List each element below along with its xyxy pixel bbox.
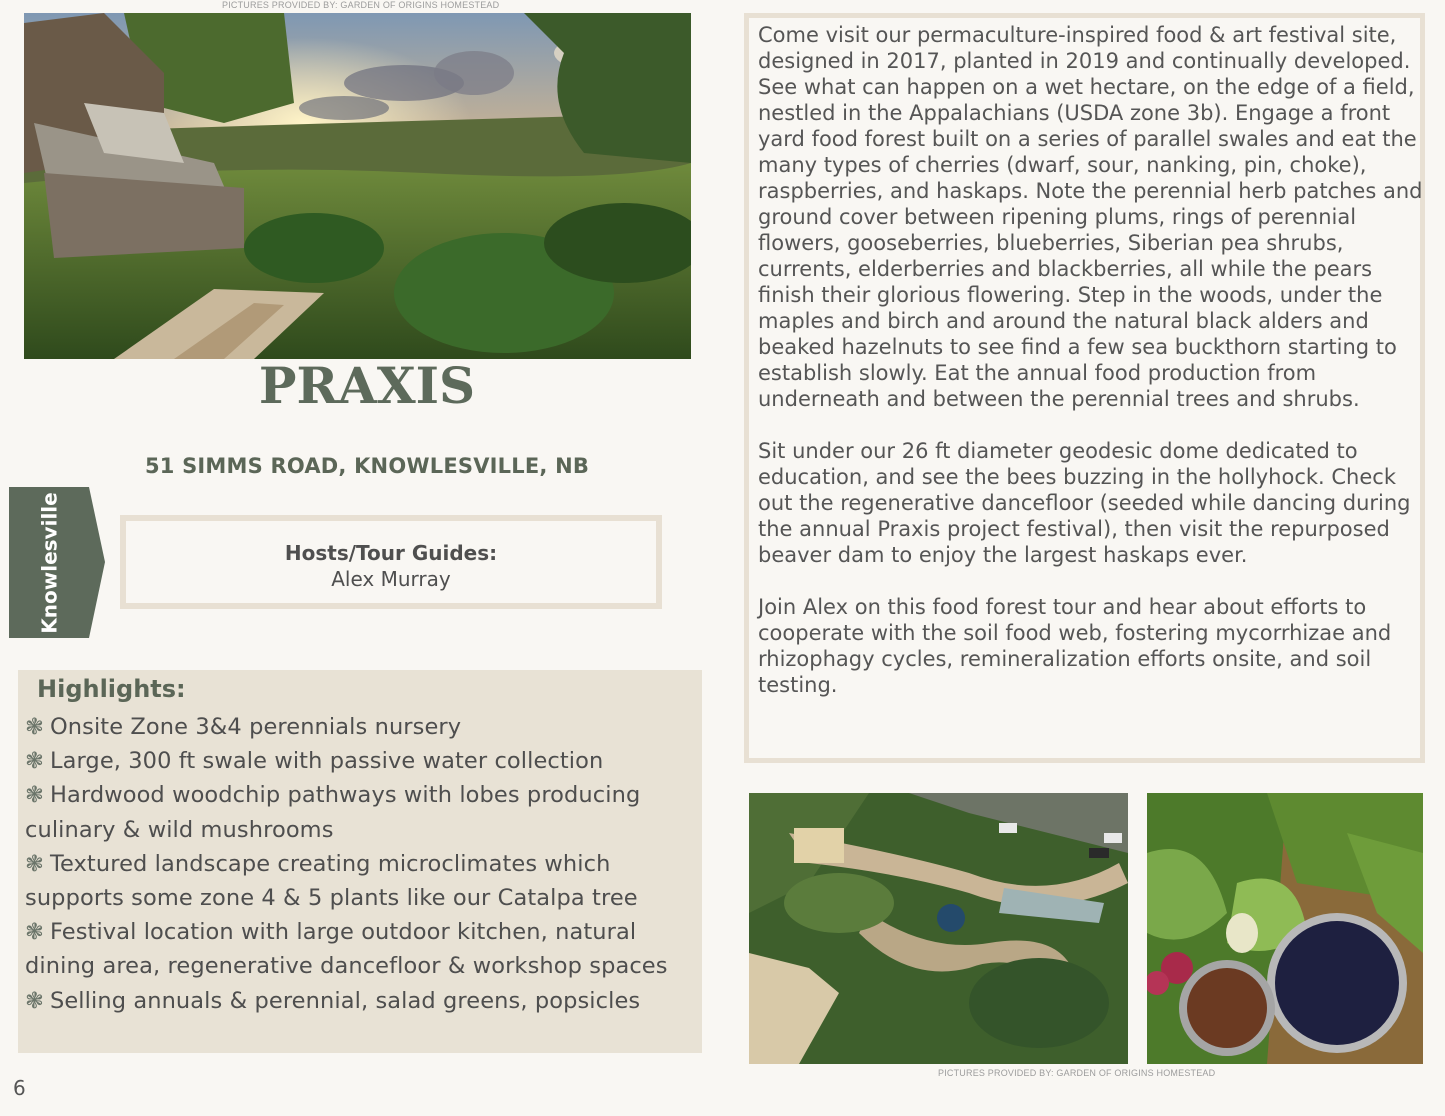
site-address: 51 SIMMS ROAD, KNOWLESVILLE, NB bbox=[144, 454, 590, 478]
flower-bullet-icon: ❃ bbox=[25, 782, 44, 809]
highlight-item: ❃ Textured landscape creating microclimates which supports some zone 4 & 5 plants like our Catalpa tree bbox=[25, 850, 638, 912]
highlight-item: ❃ Onsite Zone 3&4 perennials nursery bbox=[25, 714, 462, 740]
flower-bullet-icon: ❃ bbox=[25, 714, 44, 740]
host-name: Alex Murray bbox=[331, 567, 451, 591]
highlights-panel bbox=[18, 670, 702, 1053]
page-number: 6 bbox=[13, 1076, 26, 1100]
highlight-item: ❃ Festival location with large outdoor kitchen, natural dining area, regenerative dancefloor & workshop spaces bbox=[25, 919, 668, 980]
highlights-title: Highlights: bbox=[37, 675, 186, 703]
top-photo-credit: PICTURES PROVIDED BY: GARDEN OF ORIGINS HOMESTEAD bbox=[222, 0, 500, 10]
description-paragraph: Come visit our permaculture-inspired food & art festival site, designed in 2017, planted in 2019 and continually developed. See what can happen on a wet hectare, on the edge of a field, nestled in the Appalachians (USDA zone 3b). Engage a front yard food forest built on a series of parallel swales and eat the many types of cherries (dwarf, sour, nanking, pin, choke), raspberries, and haskaps. Note the perennial herb patches and ground cover between ripening plums, rings of perennial flowers, gooseberries, blueberries, Siberian pea shrubs, currents, elderberries and blackberries, all while the pears finish their glorious flowering. Step in the woods, under the maples and birch and around the natural black alders and beaked hazelnuts to see find a few sea buckthorn starting to establish slowly. Eat the annual food production from underneath and between the perennial trees and shrubs. bbox=[758, 23, 1423, 411]
description-box bbox=[744, 13, 1425, 763]
highlights-list bbox=[25, 710, 697, 1018]
bottom-photo-credit: PICTURES PROVIDED BY: GARDEN OF ORIGINS HOMESTEAD bbox=[938, 1068, 1216, 1078]
location-tab-label-wrap bbox=[9, 487, 91, 638]
flower-bullet-icon: ❃ bbox=[25, 748, 44, 775]
location-tab-label: Knowlesville bbox=[38, 491, 63, 634]
hosts-box bbox=[120, 515, 662, 609]
garden-sunset-photo bbox=[24, 13, 691, 359]
site-title: PRAXIS bbox=[258, 356, 476, 415]
hosts-title: Hosts/Tour Guides: bbox=[284, 541, 498, 565]
highlight-item: ❃ Selling annuals & perennial, salad greens, popsicles bbox=[25, 987, 641, 1014]
harvest-produce-photo bbox=[1147, 793, 1423, 1064]
highlight-item: ❃ Large, 300 ft swale with passive water collection bbox=[25, 748, 604, 775]
flower-bullet-icon: ❃ bbox=[25, 987, 44, 1014]
description-paragraph: Join Alex on this food forest tour and hear about efforts to cooperate with the soil food web, fostering mycorrhizae and rhizophagy cycles, remineralization efforts onsite, and soil testing. bbox=[758, 595, 1392, 697]
aerial-site-photo bbox=[749, 793, 1128, 1064]
flower-bullet-icon: ❃ bbox=[25, 850, 44, 877]
description-text bbox=[758, 22, 1423, 724]
description-paragraph: Sit under our 26 ft diameter geodesic dome dedicated to education, and see the bees buzzing in the hollyhock. Check out the regenerative dancefloor (seeded while dancing during the annual Praxis project festival), then visit the repurposed beaver dam to enjoy the largest haskaps ever. bbox=[758, 439, 1411, 567]
highlight-item: ❃ Hardwood woodchip pathways with lobes producing culinary & wild mushrooms bbox=[25, 782, 641, 843]
flower-bullet-icon: ❃ bbox=[25, 919, 44, 946]
